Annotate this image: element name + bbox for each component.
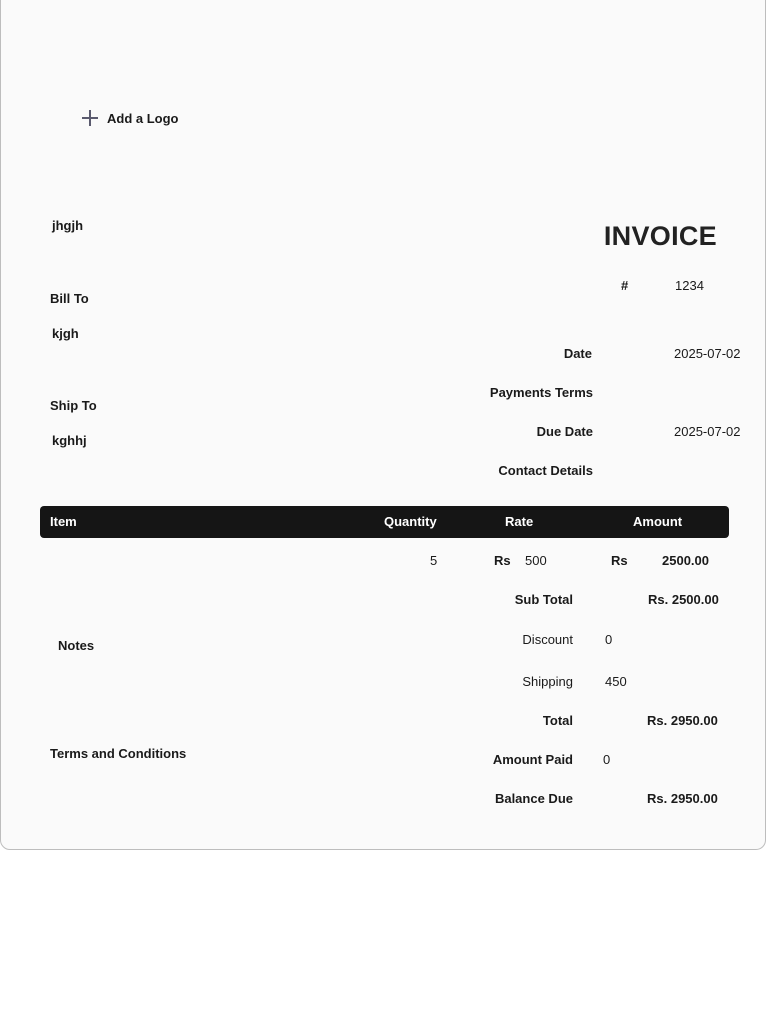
contact-details-label: Contact Details: [498, 463, 593, 478]
payment-terms-label: Payments Terms: [489, 385, 593, 400]
items-table-header: [40, 506, 729, 538]
discount-label: Discount: [522, 632, 573, 647]
discount-field[interactable]: 0: [605, 632, 613, 647]
shipping-label: Shipping: [522, 674, 573, 689]
total-label: Total: [542, 713, 573, 728]
date-field[interactable]: 2025-07-02: [674, 346, 741, 361]
invoice-title: INVOICE: [603, 221, 717, 251]
row-amount: 2500.00: [662, 553, 709, 568]
rate-field[interactable]: 500: [525, 553, 547, 568]
sender-name-field[interactable]: jhgjh: [52, 218, 84, 233]
column-amount: Amount: [633, 514, 683, 529]
subtotal-label: Sub Total: [514, 592, 573, 607]
invoice-number-field[interactable]: 1234: [675, 278, 704, 293]
column-item: Item: [50, 514, 77, 529]
ship-to-field[interactable]: kghhj: [52, 433, 87, 448]
amount-currency: Rs: [611, 553, 628, 568]
amount-paid-field[interactable]: 0: [603, 752, 611, 767]
bill-to-field[interactable]: kjgh: [52, 326, 79, 341]
shipping-field[interactable]: 450: [605, 674, 627, 689]
date-label: Date: [563, 346, 592, 361]
add-logo-label: Add a Logo: [107, 110, 179, 126]
add-logo-button[interactable]: [81, 109, 179, 127]
subtotal-value: Rs. 2500.00: [648, 592, 719, 607]
amount-paid-label: Amount Paid: [492, 752, 573, 767]
column-quantity: Quantity: [384, 514, 437, 529]
plus-icon: [81, 109, 99, 127]
rate-currency: Rs: [494, 553, 511, 568]
ship-to-label: Ship To: [50, 398, 97, 413]
notes-label: Notes: [58, 638, 95, 653]
terms-label: Terms and Conditions: [50, 746, 187, 761]
due-date-label: Due Date: [536, 424, 593, 439]
quantity-field[interactable]: 5: [430, 553, 438, 568]
total-value: Rs. 2950.00: [647, 713, 718, 728]
due-date-field[interactable]: 2025-07-02: [674, 424, 741, 439]
bill-to-label: Bill To: [50, 291, 89, 306]
balance-due-label: Balance Due: [494, 791, 573, 806]
invoice-number-label: #: [621, 278, 629, 293]
balance-due-value: Rs. 2950.00: [647, 791, 718, 806]
table-row: [40, 549, 729, 573]
column-rate: Rate: [505, 514, 534, 529]
